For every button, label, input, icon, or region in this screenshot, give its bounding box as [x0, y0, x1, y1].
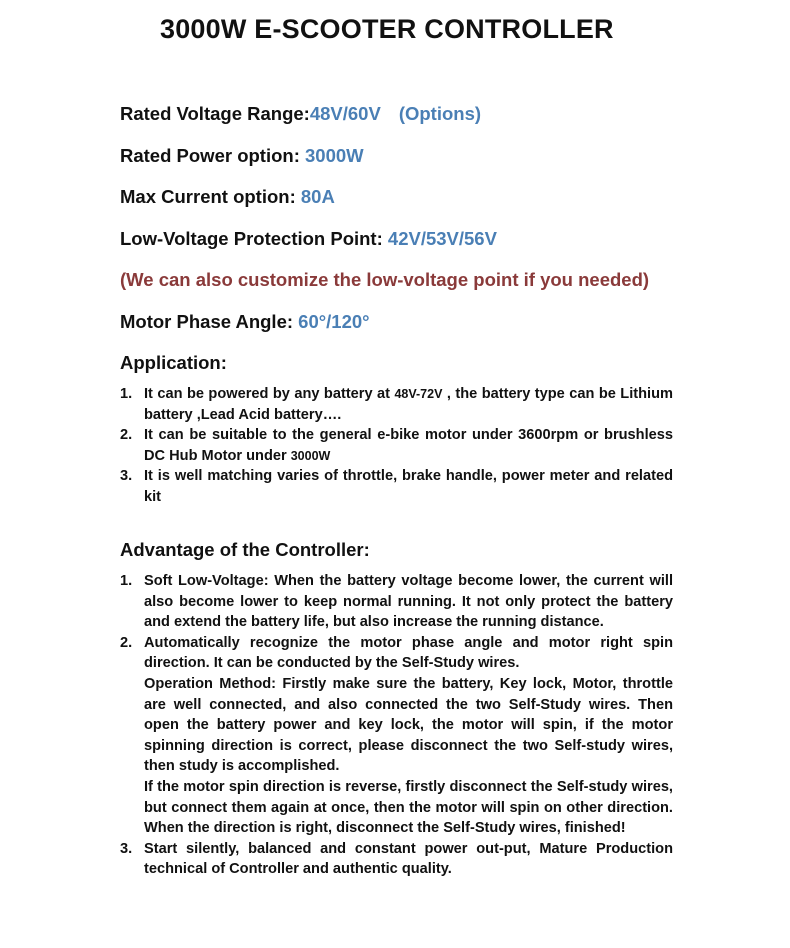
application-list — [120, 384, 673, 508]
list-number: 1. — [120, 573, 133, 589]
advantage-heading: Advantage of the Controller: — [120, 539, 370, 560]
list-item — [120, 425, 673, 466]
list-text-small: 48V-72V — [394, 387, 443, 401]
list-text: Automatically recognize the motor phase angle and motor right spin direction. It can be conducted by the Self-Study wires. — [144, 634, 673, 672]
low-voltage-protection-line — [120, 228, 497, 250]
list-item — [120, 633, 673, 839]
max-current-value: 80A — [300, 186, 335, 207]
list-item — [120, 839, 673, 880]
motor-phase-line — [120, 311, 370, 333]
list-number: 3. — [120, 468, 133, 485]
list-text: It can be suitable to the general e-bike motor under 3600rpm or brushless DC Hub Motor under — [144, 427, 673, 464]
application-heading: Application: — [120, 352, 227, 373]
list-item — [120, 384, 673, 425]
advantage-list — [120, 571, 673, 880]
rated-power-label: Rated Power option: — [120, 145, 305, 166]
list-item — [120, 466, 673, 507]
list-number: 2. — [120, 634, 133, 651]
customize-note: (We can also customize the low-voltage point if you needed) — [120, 269, 650, 290]
rated-power-line — [120, 145, 364, 167]
list-text: It is well matching varies of throttle, brake handle, power meter and related kit — [144, 468, 673, 505]
rated-voltage-line — [120, 103, 481, 125]
list-text: Start silently, balanced and constant power out-put, Mature Production technical of Controller and authentic quality. — [144, 840, 673, 878]
voltage-options-note: (Options) — [398, 103, 482, 124]
rated-voltage-value: 48V/60V — [309, 103, 381, 124]
page-title: 3000W E-SCOOTER CONTROLLER — [160, 14, 614, 44]
motor-phase-value: 60°/120° — [298, 311, 370, 332]
list-text: It can be powered by any battery at — [144, 386, 395, 402]
list-number: 2. — [120, 427, 133, 444]
rated-power-value: 3000W — [305, 145, 364, 166]
max-current-label: Max Current option: — [120, 186, 301, 207]
operation-method-text: Operation Method: Firstly make sure the battery, Key lock, Motor, throttle are well connected, and also connected the two Self-Study wires. Then open the battery power and key lock, the motor will spin, if the motor spinning direction is correct, please disconnect the two Self-study wires, then study is accomplished. — [144, 675, 673, 775]
max-current-line — [120, 186, 335, 208]
list-item — [120, 571, 673, 633]
list-text-small: 3000W — [290, 448, 331, 463]
motor-phase-label: Motor Phase Angle: — [120, 311, 299, 332]
low-voltage-protection-label: Low-Voltage Protection Point: — [120, 228, 388, 249]
reverse-direction-text: If the motor spin direction is reverse, firstly disconnect the Self-study wires, but connect them again at once, then the motor will spin on other direction. When the direction is right, disconnect the Self-Study wires, finished! — [144, 778, 673, 837]
list-text: , the battery type can be Lithium battery ,Lead Acid battery…. — [144, 386, 673, 423]
list-text: Soft Low-Voltage: When the battery voltage become lower, the current will also become lower to keep normal running. It not only protect the battery and extend the battery life, but also increase the running distance. — [144, 573, 673, 631]
list-number: 1. — [120, 386, 133, 402]
rated-voltage-label: Rated Voltage Range: — [120, 103, 310, 124]
list-number: 3. — [120, 840, 133, 857]
low-voltage-protection-value: 42V/53V/56V — [387, 228, 497, 249]
